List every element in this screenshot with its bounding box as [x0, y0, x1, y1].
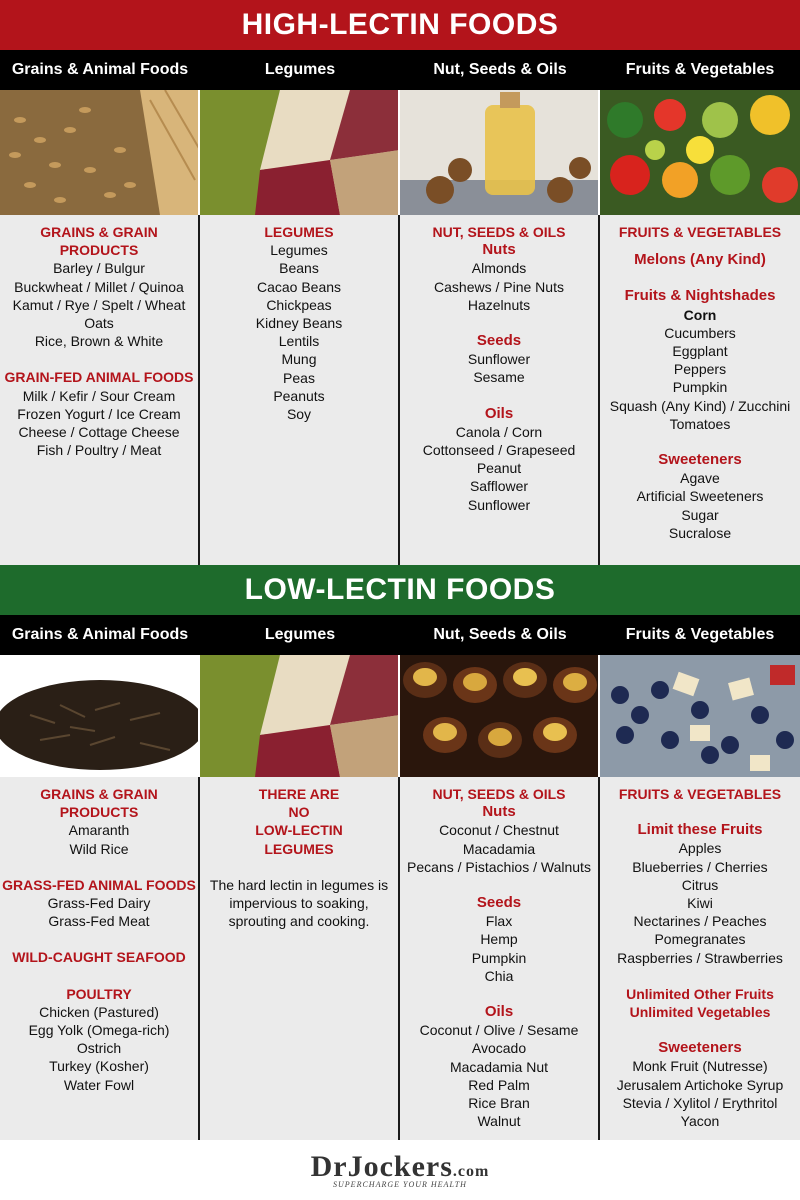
high-header-legumes: Legumes [264, 61, 336, 78]
list-item: Kamut / Rye / Spelt / Wheat [12, 296, 186, 313]
subsection-heading: Unlimited Other Fruits [626, 985, 774, 1002]
list-item: Cucumbers [664, 324, 736, 341]
subsection-heading: Unlimited Vegetables [629, 1004, 771, 1021]
list-item: Macadamia [462, 840, 536, 857]
list-item: Hemp [480, 931, 518, 948]
high-legumes-column [200, 215, 400, 565]
chestnuts-photo [400, 655, 600, 777]
list-item: Walnut [477, 1113, 521, 1130]
high-grains-column [0, 215, 200, 565]
low-header-nuts: Nut, Seeds & Oils [433, 626, 567, 643]
brand-domain: .com [452, 1163, 490, 1180]
brand-name: DrJockers [310, 1150, 453, 1183]
list-item: Agave [680, 470, 720, 487]
subsection-heading: Melons (Any Kind) [634, 251, 766, 269]
list-item: Fish / Poultry / Meat [36, 442, 162, 459]
subsection-heading: Fruits & Nightshades [624, 287, 776, 305]
list-item: Macadamia Nut [449, 1058, 549, 1075]
list-item: Mung [281, 351, 317, 368]
list-item: Legumes [270, 242, 328, 259]
list-item: Cheese / Cottage Cheese [18, 424, 180, 441]
section-heading: POULTRY [66, 985, 132, 1002]
subsection-heading: Nuts [482, 241, 516, 259]
low-header-grains: Grains & Animal Foods [11, 626, 189, 643]
list-item: Safflower [469, 478, 529, 495]
list-item: Almonds [471, 260, 527, 277]
low-column-headers [0, 615, 800, 655]
high-header-fruits: Fruits & Vegetables [625, 61, 775, 78]
high-header-grains: Grains & Animal Foods [11, 61, 189, 78]
list-item: Tomatoes [669, 415, 731, 432]
list-item: Pomegranates [654, 931, 746, 948]
list-item: Artificial Sweeteners [636, 488, 764, 505]
list-item: Blueberries / Cherries [632, 858, 768, 875]
mixed-beans-photo [200, 90, 400, 215]
berries-apple-photo [600, 655, 800, 777]
section-heading: GRAINS & GRAIN PRODUCTS [40, 224, 158, 259]
section-heading: NUT, SEEDS & OILS [432, 224, 566, 240]
list-item: Grass-Fed Dairy [47, 895, 151, 912]
brand-tagline: SUPERCHARGE YOUR HEALTH [333, 1180, 467, 1189]
subsection-heading: Oils [484, 1003, 514, 1021]
list-item: Lentils [278, 333, 320, 350]
legumes-note: The hard lectin in legumes is impervious to soaking, sprouting and cooking. [209, 876, 389, 930]
list-item: Coconut / Olive / Sesame [419, 1022, 579, 1039]
low-legumes-column [200, 777, 400, 1140]
list-item: Red Palm [468, 1076, 530, 1093]
list-item: Jerusalem Artichoke Syrup [616, 1076, 784, 1093]
list-item: Kidney Beans [255, 315, 343, 332]
list-item: Citrus [681, 876, 719, 893]
list-item: Peppers [673, 361, 727, 378]
list-item: Turkey (Kosher) [49, 1058, 149, 1075]
assorted-vegetables-photo [600, 90, 800, 215]
list-item: Pumpkin [471, 949, 527, 966]
subsection-heading: Seeds [476, 332, 522, 350]
list-item: Cacao Beans [256, 278, 342, 295]
list-item: Peas [283, 369, 315, 386]
section-heading: LEGUMES [264, 840, 334, 857]
low-fruits-column [600, 777, 800, 1140]
list-item: Barley / Bulgur [53, 260, 145, 277]
low-nuts-column [400, 777, 600, 1140]
section-heading: FRUITS & VEGETABLES [618, 224, 782, 240]
list-item: Rice Bran [468, 1095, 530, 1112]
high-lectin-columns [0, 215, 800, 565]
section-heading: GRASS-FED ANIMAL FOODS [2, 876, 196, 893]
list-item: Squash (Any Kind) / Zucchini [609, 397, 791, 414]
mixed-beans-photo [200, 655, 400, 777]
brand-logo[interactable] [311, 1150, 490, 1189]
low-header-fruits: Fruits & Vegetables [625, 626, 775, 643]
high-lectin-banner: HIGH-LECTIN FOODS [0, 0, 800, 50]
list-item: Canola / Corn [455, 423, 543, 440]
list-item: Sucralose [668, 524, 732, 541]
list-item: Cottonseed / Grapeseed [422, 442, 576, 459]
list-item: Monk Fruit (Nutresse) [632, 1058, 768, 1075]
list-item: Sugar [681, 506, 719, 523]
wild-rice-photo [0, 655, 200, 777]
list-item: Milk / Kefir / Sour Cream [22, 387, 176, 404]
section-heading: LOW-LECTIN [255, 822, 343, 839]
section-heading: NUT, SEEDS & OILS [432, 786, 566, 802]
low-lectin-columns [0, 777, 800, 1140]
list-item: Oats [84, 315, 114, 332]
list-item: Pecans / Pistachios / Walnuts [407, 858, 591, 875]
list-item: Sunflower [467, 351, 531, 368]
list-item: Apples [678, 840, 722, 857]
list-item: Eggplant [672, 343, 728, 360]
wheat-grains-photo [0, 90, 200, 215]
subsection-heading: Sweeteners [658, 451, 742, 469]
list-item: Ostrich [76, 1040, 122, 1057]
section-heading: GRAIN-FED ANIMAL FOODS [4, 369, 194, 386]
list-item: Coconut / Chestnut [439, 822, 559, 839]
section-heading: THERE ARE [258, 786, 340, 802]
list-item: Stevia / Xylitol / Erythritol [622, 1094, 778, 1111]
list-item: Water Fowl [63, 1076, 135, 1093]
subsection-heading: Seeds [476, 894, 522, 912]
list-item: Hazelnuts [467, 296, 531, 313]
subsection-heading: Oils [484, 404, 514, 422]
footer [0, 1140, 800, 1200]
list-item: Chicken (Pastured) [39, 1003, 159, 1020]
section-heading: WILD-CAUGHT SEAFOOD [12, 949, 186, 966]
list-item: Wild Rice [69, 840, 129, 857]
high-column-headers [0, 50, 800, 90]
subsection-heading: Sweeteners [658, 1039, 742, 1057]
list-item: Kiwi [687, 895, 713, 912]
oil-bottle-nuts-photo [400, 90, 600, 215]
list-item: Peanuts [273, 387, 325, 404]
low-photo-row [0, 655, 800, 777]
list-item: Chia [484, 967, 514, 984]
list-item: Avocado [471, 1040, 527, 1057]
list-item: Yacon [680, 1113, 720, 1130]
list-item: Nectarines / Peaches [633, 913, 767, 930]
list-item: Beans [279, 260, 319, 277]
high-fruits-column [600, 215, 800, 565]
list-item: Pumpkin [672, 379, 728, 396]
high-header-nuts: Nut, Seeds & Oils [433, 61, 567, 78]
section-heading: FRUITS & VEGETABLES [618, 786, 782, 802]
list-item: Soy [286, 406, 312, 423]
section-heading: GRAINS & GRAIN PRODUCTS [40, 786, 158, 821]
list-item: Cashews / Pine Nuts [434, 278, 564, 295]
list-item: Flax [485, 913, 513, 930]
low-header-legumes: Legumes [264, 626, 336, 643]
list-item: Amaranth [68, 822, 130, 839]
list-item: Corn [683, 306, 717, 323]
list-item: Egg Yolk (Omega-rich) [28, 1022, 170, 1039]
subsection-heading: Nuts [482, 803, 516, 821]
list-item: Grass-Fed Meat [48, 913, 150, 930]
low-grains-column [0, 777, 200, 1140]
low-lectin-banner: LOW-LECTIN FOODS [0, 565, 800, 615]
list-item: Sunflower [467, 496, 531, 513]
list-item: Raspberries / Strawberries [617, 949, 783, 966]
list-item: Buckwheat / Millet / Quinoa [14, 278, 184, 295]
list-item: Frozen Yogurt / Ice Cream [17, 405, 181, 422]
subsection-heading: Limit these Fruits [637, 821, 763, 839]
list-item: Peanut [476, 460, 522, 477]
high-nuts-column [400, 215, 600, 565]
list-item: Chickpeas [266, 296, 332, 313]
section-heading: LEGUMES [264, 224, 334, 240]
list-item: Sesame [473, 369, 525, 386]
section-heading: NO [288, 804, 310, 821]
high-photo-row [0, 90, 800, 215]
list-item: Rice, Brown & White [34, 333, 164, 350]
